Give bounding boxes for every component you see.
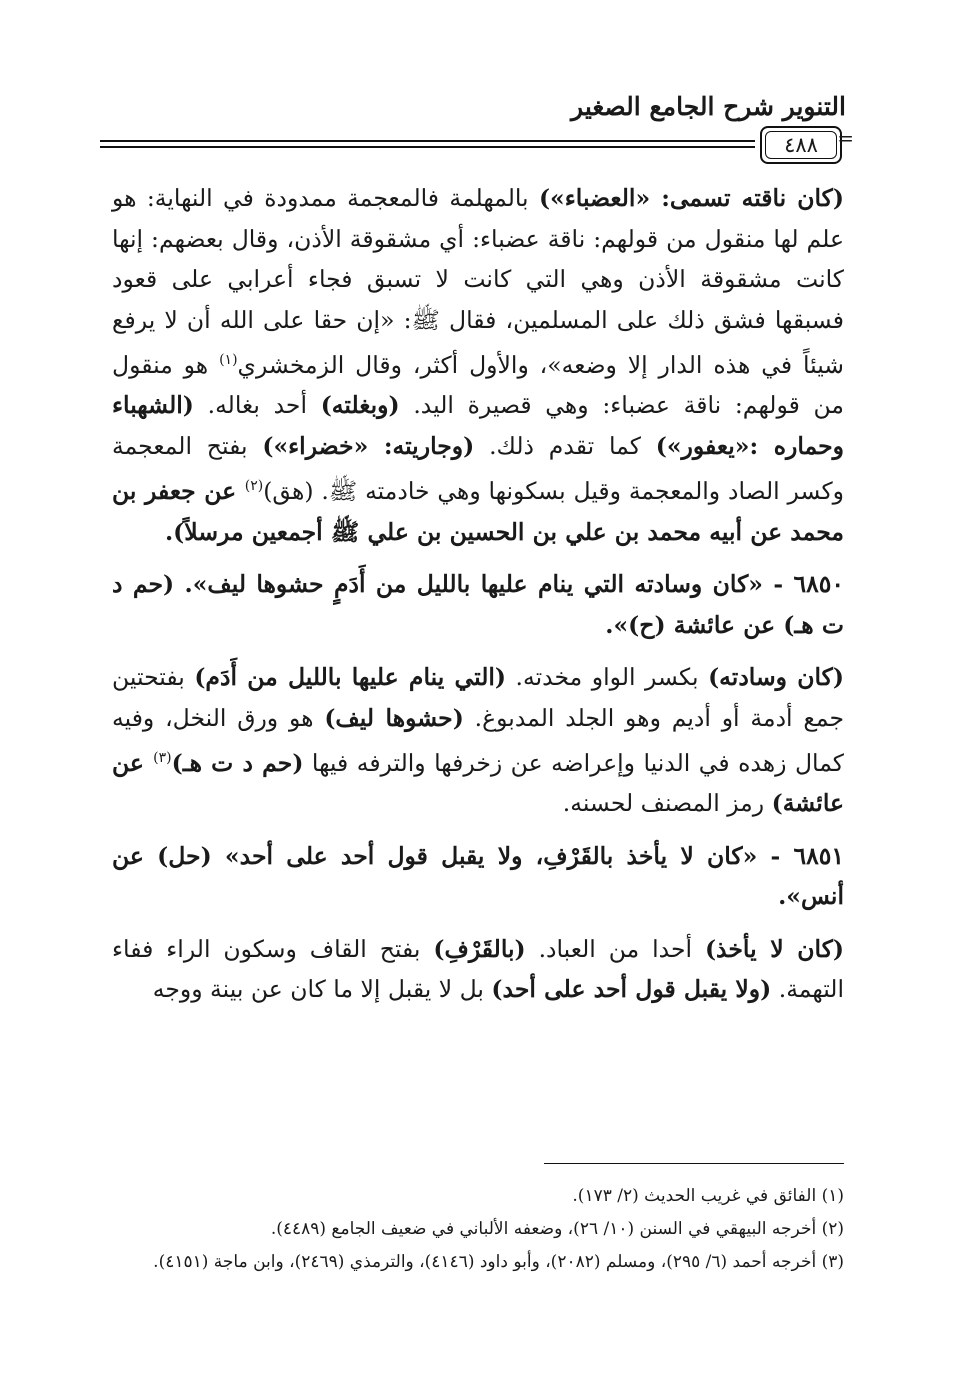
footnote-3: (٣) أخرجه أحمد (٦/ ٢٩٥)، ومسلم (٢٠٨٢)، وأبو داود (٤١٤٦)، والترمذي (٢٤٦٩)، وابن ماجة (٤١٥١). [153,1252,844,1272]
text-run: بفتحتين جمع أدمة أو أديم وهو الجلد المدبوغ. [112,663,845,732]
footnote-ref: (١) [219,352,238,368]
footnote-separator [544,1163,844,1164]
text-run: (حم د ت هـ) [171,748,304,777]
text-run: هو منقول من قولهم: ناقة عضباء: وهي قصيرة اليد. [112,350,844,420]
text-run: عن جعفر بن محمد عن أبيه محمد بن علي بن الحسين بن علي ﷺ أجمعين مرسلاً). [112,477,844,546]
text-run: كما تقدم ذلك. [474,431,656,460]
text-run: (ولا يقبل قول أحد على أحد) [491,975,772,1004]
footnotes [104,1180,844,1279]
header-rule [100,140,755,142]
footnote-2: (٢) أخرجه البيهقي في السنن (١٠/ ٢٦)، وضعفه الألباني في ضعيف الجامع (٤٤٨٩). [270,1219,844,1239]
page-number: ٤٨٨ [784,133,818,157]
text-run: أحدا من العباد. [525,934,705,963]
paragraph [112,929,844,1010]
text-run: (الشهباء وحماره :«يعفور») [112,391,844,460]
text-run: بكسر الواو مخدته. [506,663,709,692]
paragraph [112,836,844,917]
paragraph [112,657,844,824]
text-run: (كان وسادته) [708,663,844,692]
text-run: ٦٨٥٠ - «كان وسادته التي ينام عليها بالليل من أَدَمٍ حشوها ليف». (حم د ت هـ) عن عائشة (ح)». [112,570,844,639]
text-run: (التي ينام عليها بالليل من أَدَم) [194,663,506,692]
text-run: (كان ناقته تسمى: «العضباء») [538,184,844,212]
main-text [112,178,844,1010]
text-run: بفتح المعجمة وكسر الصاد والمعجمة وقيل بسكونها وهي خادمته ﷺ. (هق) [112,431,844,506]
text-run: (وجاريته: «خضراء») [262,431,475,460]
text-run: رمز المصنف لحسنه. [562,789,772,818]
text-run: (وبغلته) [320,391,400,420]
text-run: هو ورق النخل، وفيه كمال زهده في الدنيا وإعراضه عن زخرفها والترفه فيها [112,703,844,777]
footnote-ref: (٢) [244,478,264,495]
running-title: التنوير شرح الجامع الصغير [571,92,846,121]
text-run: (كان لا يأخذ) [704,934,844,963]
page-number-box [760,126,842,164]
text-run: (حشوها ليف) [324,703,464,732]
text-run: أحد بغاله. [193,391,321,420]
footnote-1: (١) الفائق في غريب الحديث (٢/ ١٧٣). [572,1186,844,1206]
paragraph [112,564,844,645]
header-rule-double [100,146,755,148]
text-run: بالمهلمة فالمعجمة ممدودة في النهاية: هو علم لها منقول من قولهم: ناقة عضباء: أي مشقوقة الأذن، وقال بعضهم: إنها كانت مشقوقة الأذن وهي التي كانت لا تسبق فجاء أعرابي على قعود فسبقها فشق ذلك على المسلمين، فقال ﷺ: «إن حقا على الله أن لا يرفع شيئاً في هذه الدار إلا وضعه»، والأول أكثر، وقال الزمخشري [112,184,844,379]
text-run: ٦٨٥١ - «كان لا يأخذ بالقَرْفِ، ولا يقبل قول أحد على أحد» (حل) عن أنس». [112,841,844,911]
header-mark: = [837,126,854,150]
footnote-ref: (٣) [153,750,172,767]
paragraph [112,178,844,552]
text-run: عن عائشة) [112,748,844,818]
text-run: (بالقَرْفِ) [433,934,526,963]
text-run: بفتح القاف وسكون الراء ففاء التهمة. [112,934,844,1004]
text-run: بل لا يقبل إلا ما كان عن بينة ووجه [152,975,492,1004]
